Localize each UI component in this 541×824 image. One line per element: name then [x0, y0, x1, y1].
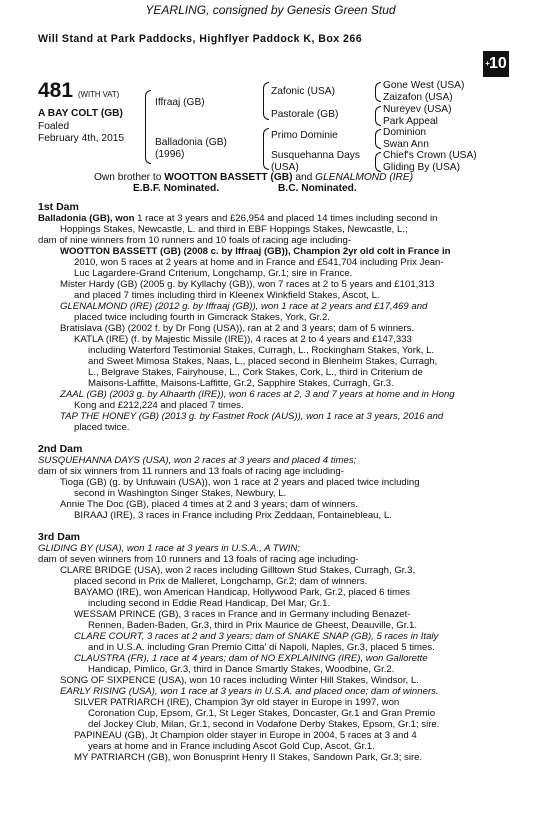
pedigree-dam-dam-origin: (USA): [271, 162, 299, 173]
page-title: YEARLING, consigned by Genesis Green Stud: [145, 3, 396, 17]
third-dam-heading: 3rd Dam: [38, 531, 81, 543]
progeny-line: WOOTTON BASSETT (GB) (2008 c. by Iffraaj (GB)), Champion 2yr old colt in France in: [60, 246, 451, 257]
pedigree-dam-year: (1996): [155, 149, 185, 160]
third-dam-line: MY PATRIARCH (GB), won Bonusprint Henry II Stakes, Sandown Park, Gr.3; sire.: [74, 752, 423, 763]
progeny-line: Maisons-Laffitte, Maisons-Laffitte, Gr.2, Sapphire Stakes, Curragh, Gr.3.: [88, 378, 394, 389]
third-dam-line: WESSAM PRINCE (GB), 3 races in France and in Germany including Benazet-: [74, 609, 411, 620]
foaled-label: Foaled: [38, 121, 70, 132]
third-dam-line: CLARE BRIDGE (USA), won 2 races including Gilltown Stud Stakes, Curragh, Gr.3,: [60, 565, 416, 576]
pedigree-ggs: Chief's Crown (USA): [383, 150, 477, 161]
third-dam-line: including second in Eddie Read Handicap, Del Mar, Gr.1.: [88, 598, 331, 609]
second-dam-line: second in Washington Singer Stakes, Newbury, L.: [74, 488, 287, 499]
pedigree-dam: Balladonia (GB): [155, 137, 227, 148]
pedigree-bracket: [375, 152, 381, 172]
ebf-nomination: E.B.F. Nominated.: [133, 183, 220, 194]
third-dam-line: Rennen, Baden-Baden, Gr.3, third in Prix Maurice de Gheest, Deauville, Gr.1.: [88, 620, 418, 631]
page-number-badge: + 10: [483, 51, 509, 77]
progeny-line: GLENALMOND (IRE) (2012 g. by Iffraaj (GB)), won 1 race at 2 years and £17,469 and: [60, 301, 428, 312]
pedigree-ggs: Dominion: [383, 127, 427, 138]
progeny-line: L., Belgrave Stakes, Fairyhouse, L., Cork Stakes, Cork, L., third in Criterium de: [88, 367, 423, 378]
second-dam-line: BIRAAJ (IRE), 3 races in France including Prix Zeddaan, Fontainebleau, L.: [74, 510, 392, 521]
second-dam-heading: 2nd Dam: [38, 443, 83, 455]
third-dam-line: SILVER PATRIARCH (IRE), Champion 3yr old stayer in Europe in 1997, won: [74, 697, 400, 708]
third-dam-line: CLARE COURT, 3 races at 2 and 3 years; dam of SNAKE SNAP (GB), 5 races in Italy: [74, 631, 439, 642]
third-dam-line: and in U.S.A. including Gran Premio Citta' di Napoli, Naples, Gr.3, placed 5 times.: [88, 642, 435, 653]
catalogue-body: [38, 194, 500, 763]
pedigree-ggs: Zaizafon (USA): [383, 92, 453, 103]
third-dam-line: SONG OF SIXPENCE (USA), won 10 races including Winter Hill Stakes, Windsor, L.: [60, 675, 419, 686]
progeny-line: Mister Hardy (GB) (2005 g. by Kyllachy (GB)), won 7 races at 2 to 5 years and £101,313: [60, 279, 435, 290]
third-dam-line: Handicap, Pimlico, Gr.3, third in Dance Smartly Stakes, Woodbine, Gr.2.: [88, 664, 395, 675]
progeny-line: placed twice including fourth in Gimcrack Stakes, York, Gr.2.: [74, 312, 330, 323]
own-brother-line: Own brother to WOOTTON BASSETT (GB) and GLENALMOND (IRE): [94, 172, 414, 183]
pedigree-bracket: [145, 90, 151, 164]
progeny-line: Kong and £212,224 and placed 7 times.: [74, 400, 244, 411]
first-dam-line: Hoppings Stakes, Newcastle, L. and third in EBF Hoppings Stakes, Newcastle, L.;: [60, 224, 408, 235]
foaled-date: February 4th, 2015: [38, 133, 125, 144]
progeny-line: and placed 7 times including third in Kleenex Winkfield Stakes, Ascot, L.: [74, 290, 380, 301]
bc-nomination: B.C. Nominated.: [278, 183, 357, 194]
pedigree-ggs: Nureyev (USA): [383, 104, 452, 115]
pedigree-ggs: Gone West (USA): [383, 80, 465, 91]
third-dam-line: EARLY RISING (USA), won 1 race at 3 years in U.S.A. and placed once; dam of winners.: [60, 686, 439, 697]
third-dam-line: BAYAMO (IRE), won American Handicap, Hollywood Park, Gr.2, placed 6 times: [74, 587, 411, 598]
pedigree-bracket: [375, 82, 381, 102]
first-dam-heading: 1st Dam: [38, 201, 79, 213]
pedigree-ggs: Swan Ann: [383, 139, 429, 150]
third-dam-line: PAPINEAU (GB), Jt Champion older stayer in Europe in 2004, 5 races at 3 and 4: [74, 730, 417, 741]
third-dam-line: GLIDING BY (USA), won 1 race at 3 years in U.S.A., A TWIN;: [38, 543, 300, 554]
progeny-line: TAP THE HONEY (GB) (2013 g. by Fastnet Rock (AUS)), won 1 race at 3 years, 2016 and: [60, 411, 444, 422]
pedigree-bracket: [375, 106, 381, 126]
progeny-line: Luc Lagardere-Grand Criterium, Longchamp, Gr.1; sire in France.: [74, 268, 353, 279]
vat-note: (WITH VAT): [78, 90, 120, 99]
lot-number: 481: [38, 79, 74, 102]
horse-name: A BAY COLT (GB): [38, 108, 123, 119]
third-dam-line: dam of seven winners from 10 runners and 13 foals of racing age including-: [38, 554, 359, 565]
pedigree-sire-dam: Pastorale (GB): [271, 109, 339, 120]
stand-location: Will Stand at Park Paddocks, Highflyer Paddock K, Box 266: [38, 33, 363, 45]
third-dam-line: CLAUSTRA (FR), 1 race at 4 years; dam of NO EXPLAINING (IRE), won Gallorette: [74, 653, 428, 664]
pedigree-bracket: [263, 82, 269, 120]
first-dam-line: Balladonia (GB), won 1 race at 3 years and £26,954 and placed 14 times including second in: [38, 213, 438, 224]
pedigree-dam-dam: Susquehanna Days: [271, 150, 360, 161]
progeny-line: and Sweet Mimosa Stakes, Naas, L., placed second in Blenheim Stakes, Curragh,: [88, 356, 438, 367]
second-dam-line: dam of six winners from 11 runners and 13 foals of racing age including-: [38, 466, 344, 477]
third-dam-line: Coronation Cup, Epsom, Gr.1, St Leger Stakes, Doncaster, Gr.1 and Gran Premio: [88, 708, 436, 719]
pedigree-bracket: [263, 128, 269, 170]
pedigree-ggs: Gliding By (USA): [383, 162, 460, 173]
pedigree-sire: Iffraaj (GB): [155, 97, 205, 108]
third-dam-line: placed second in Prix de Malleret, Longchamp, Gr.2; dam of winners.: [74, 576, 368, 587]
third-dam-line: del Jockey Club, Milan, Gr.1, second in Vodafone Derby Stakes, Epsom, Gr.1; sire.: [88, 719, 440, 730]
second-dam-line: Annie The Doc (GB), placed 4 times at 2 and 3 years; dam of winners.: [60, 499, 358, 510]
progeny-line: Bratislava (GB) (2002 f. by Dr Fong (USA)), ran at 2 and 3 years; dam of 5 winners.: [60, 323, 415, 334]
pedigree-dam-sire: Primo Dominie: [271, 130, 338, 141]
pedigree-bracket: [375, 129, 381, 149]
first-dam-line: dam of nine winners from 10 runners and 10 foals of racing age including-: [38, 235, 352, 246]
progeny-line: KATLA (IRE) (f. by Majestic Missile (IRE)), 4 races at 2 to 4 years and £147,333: [74, 334, 412, 345]
second-dam-line: SUSQUEHANNA DAYS (USA), won 2 races at 3 years and placed 4 times;: [38, 455, 357, 466]
pedigree-ggs: Park Appeal: [383, 116, 438, 127]
progeny-line: 2010, won 5 races at 2 years at home and in France and £541,704 including Prix Jean-: [74, 257, 444, 268]
second-dam-line: Tioga (GB) (g. by Unfuwain (USA)), won 1 race at 2 years and placed twice including: [60, 477, 420, 488]
progeny-line: placed twice.: [74, 422, 130, 433]
third-dam-line: years at home and in France including Ascot Gold Cup, Ascot, Gr.1.: [88, 741, 375, 752]
pedigree-sire-sire: Zafonic (USA): [271, 86, 335, 97]
progeny-line: including Waterford Testimonial Stakes, Curragh, L., Rockingham Stakes, York, L.: [88, 345, 435, 356]
progeny-line: ZAAL (GB) (2003 g. by Alhaarth (IRE)), won 6 races at 2, 3 and 7 years at home and in Hong: [60, 389, 455, 400]
